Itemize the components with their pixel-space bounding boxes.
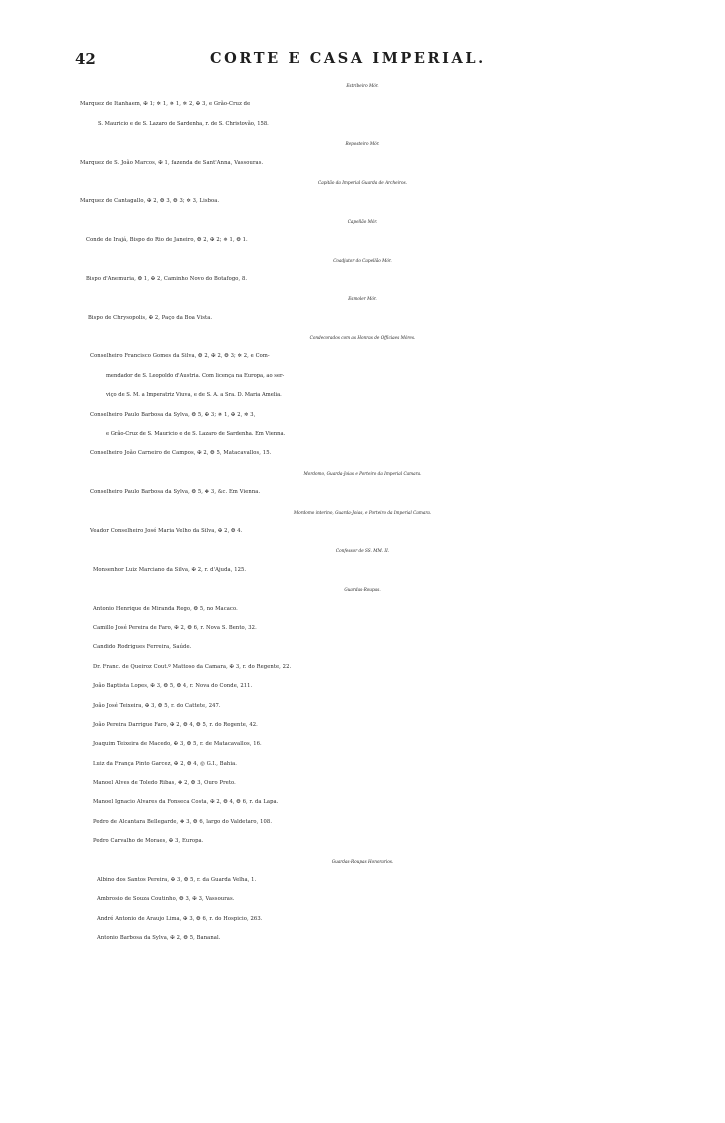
entry-line: Ambrosio de Souza Coutinho, ❂ 3, ✠ 3, Vassouras. — [97, 896, 235, 903]
entry-line: André Antonio de Araujo Lima, ✠ 3, ❂ 6, r. do Hospicio, 263. — [97, 915, 263, 922]
entry-line: Manoel Alves de Toledo Ribas, ✥ 2, ❂ 3, Ouro Preto. — [93, 780, 236, 787]
entry-line: Conselheiro Paulo Barbosa da Sylva, ❂ 5, ✥ 3, &c. Em Vienna. — [90, 489, 261, 496]
entry-line: Marquez de Itanhaem, ✠ 1; ✲ 1, ✵ 1, ✲ 2, ✠ 3, e Grão-Cruz de — [80, 101, 251, 108]
entry-line: Antonio Henrique de Miranda Rego, ❂ 5, no Macaco. — [93, 605, 238, 612]
entry-line: Bispo de Chrysopolis, ✠ 2, Paço da Boa Vista. — [88, 314, 213, 321]
section-heading: Guardas-Roupas. — [344, 587, 381, 593]
entry-continuation: viço de S. M. a Imperatriz Viuva, e de S. A. a Sra. D. Maria Amelia. — [106, 392, 282, 399]
entry-line: Luiz da França Pinto Garcez, ✠ 2, ❂ 4, ◎ G.I., Bahia. — [93, 760, 238, 767]
entry-line: Pedro Carvalho de Moraes, ✠ 3, Europa. — [93, 838, 204, 845]
entry-line: Camillo José Pereira de Faro, ✠ 2, ❂ 6, r. Nova S. Bento, 32. — [93, 624, 257, 631]
section-heading: Estribeiro Mór. — [346, 83, 379, 88]
section-heading: Mordomo interino, Guarda-Joias, e Porteiro da Imperial Camara. — [293, 509, 432, 515]
entry-line: Marquez de S. João Marcos, ✠ 1, fazenda de Sant'Anna, Vassouras. — [80, 159, 264, 166]
page-body — [0, 76, 725, 949]
entry-line: João Pereira Darrigue Faro, ✠ 2, ❂ 4, ❂ 5, r. do Regente, 42. — [93, 721, 258, 728]
entry-continuation: S. Mauricio e de S. Lazaro de Sardenha, r. de S. Christovão, 158. — [98, 120, 269, 127]
entry-line: João Baptista Lopes, ✠ 3, ❂ 5, ❂ 4, r. Nova do Conde, 211. — [93, 683, 253, 690]
entry-line: Pedro de Alcantara Bellegarde, ✥ 3, ❂ 6, largo do Valdetaro, 108. — [93, 818, 273, 825]
section-heading: Capitão da Imperial Guarda de Archeiros. — [318, 179, 407, 185]
entry-line: Manoel Ignacio Alvares da Fonseca Costa, ✠ 2, ❂ 4, ❂ 6, r. da Lapa. — [93, 799, 279, 806]
entry-line: Veador Conselheiro José Maria Velho da Silva, ✠ 2, ❂ 4. — [90, 527, 243, 534]
entry-line: Bispo d'Anemuria, ❂ 1, ✠ 2, Caminho Novo do Botafogo, 8. — [86, 275, 248, 282]
section-heading: Mordomo, Guarda-Joias e Porteiro da Imperial Camara. — [303, 470, 422, 476]
entry-line: Monsenhor Luiz Marciano da Silva, ✠ 2, r. d'Ajuda, 125. — [93, 566, 247, 573]
running-head: CORTE E CASA IMPERIAL. — [210, 50, 486, 67]
section-heading: Esmoler Mór. — [348, 296, 377, 302]
entry-line: Albino dos Santos Pereira, ✠ 3, ❂ 5, r. da Guarda Velha, 1. — [97, 877, 257, 884]
entry-line: Antonio Barbosa da Sylva, ✠ 2, ❂ 5, Bananal. — [97, 935, 221, 942]
entry-continuation: e Grão-Cruz de S. Mauricio e de S. Lazaro de Sardenha. Em Vienna. — [106, 431, 286, 438]
entry-line: Conselheiro Paulo Barbosa da Sylva, ❂ 5, ✠ 3; ✵ 1, ✠ 2, ✲ 3, — [90, 411, 256, 418]
entry-line: Conde de Irajá, Bispo do Rio de Janeiro, ❂ 2, ✠ 2; ✵ 1, ❂ 1. — [86, 237, 248, 244]
entry-line: Conselheiro Francisco Gomes da Silva, ❂ 2, ✠ 2, ❂ 3; ✲ 2, e Com- — [90, 353, 270, 360]
section-heading: Coadjutor do Capellão Mór. — [333, 257, 392, 263]
section-heading: Capellão Mór. — [347, 218, 378, 224]
section-heading: Guardas-Roupas Honorarios. — [331, 858, 394, 864]
entry-line: Marquez de Cantagallo, ✠ 2, ❂ 3, ❂ 3; ✲ 3, Lisboa. — [80, 198, 220, 205]
entry-line: Joaquim Teixeira de Macedo, ✠ 3, ❂ 5, r. de Matacavallos, 16. — [93, 741, 262, 748]
page-header — [0, 50, 725, 74]
section-heading: Confessor de SS. MM. II. — [335, 548, 390, 554]
entry-line: Candido Rodrigues Ferreira, Saúde. — [93, 644, 192, 651]
entry-line: João José Teixeira, ✠ 3, ❂ 5, r. do Cattete, 247. — [93, 702, 221, 709]
page-number: 42 — [75, 50, 96, 68]
entry-line: Dr. Franc. de Queiroz Cout.º Mattoso da Camara, ✠ 3, r. do Regente, 22. — [93, 663, 292, 670]
entry-continuation: mendador de S. Leopoldo d'Austria. Com licença na Europa, ao ser- — [106, 372, 285, 379]
section-heading: Reposteiro Mór. — [345, 141, 380, 147]
entry-line: Conselheiro João Carneiro de Campos, ✠ 2, ❂ 5, Matacavallos, 15. — [90, 450, 272, 457]
section-heading: Condecorados com as Honras de Officiaes Móres. — [309, 335, 416, 341]
